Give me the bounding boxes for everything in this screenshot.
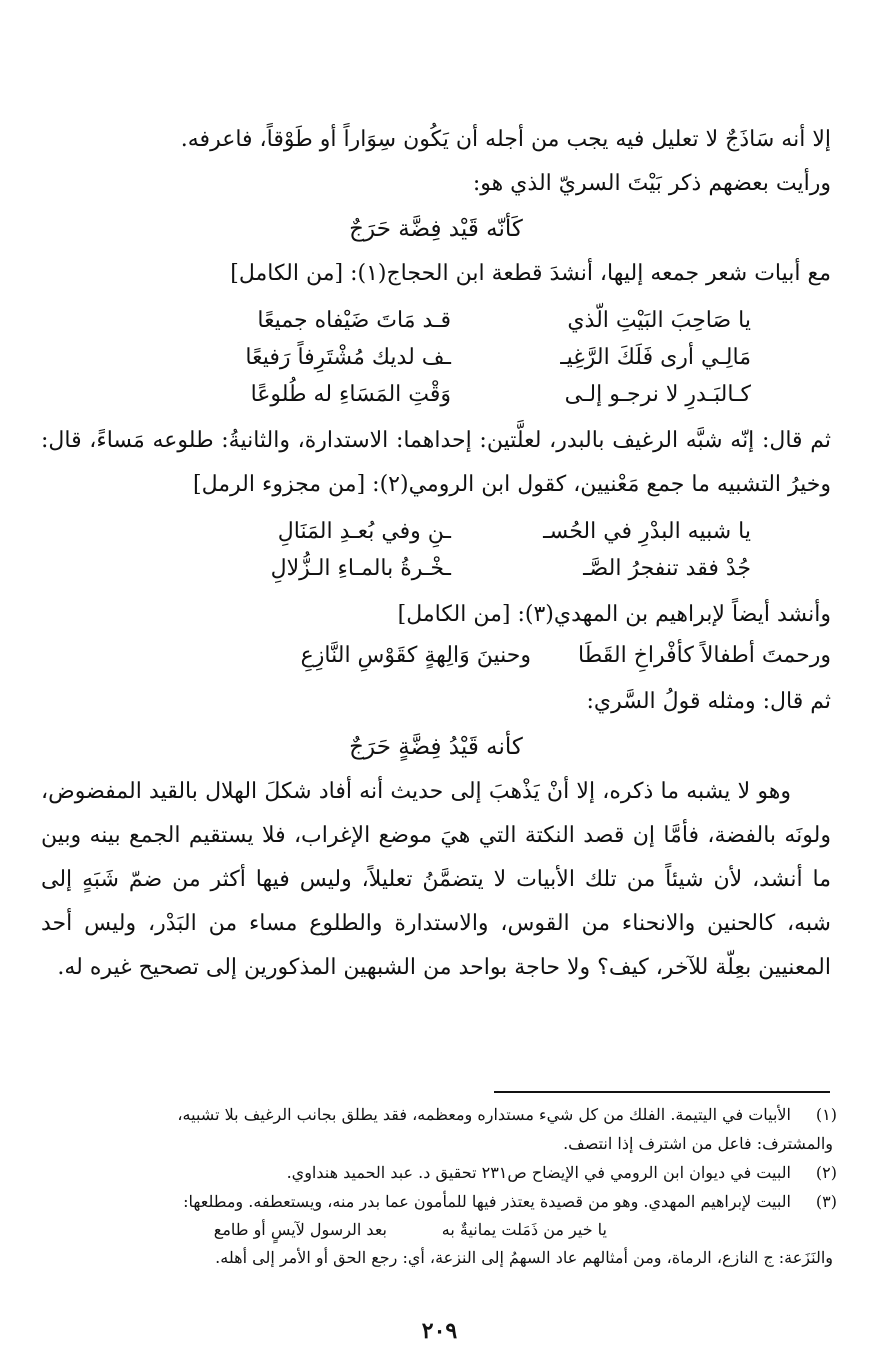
footnote-3-continuation: والنَزَعة: ج النازع، الرماة، ومن أمثالهم عاد السهمُ إلى النزعة، أي: رجع الحق أو الأمر إلى أهله. bbox=[215, 1248, 833, 1267]
verse-first-half: ورحمتَ أطفالاً كأفْراخِ القَطَا bbox=[578, 643, 831, 668]
paragraph-1: إلا أنه سَاذَجٌ لا تعليل فيه يجب من أجله أن يَكُون سِوَاراً أو طَوْقاً، فاعرفه. bbox=[180, 127, 831, 152]
verse bbox=[41, 637, 831, 674]
paragraph-6: ثم قال: ومثله قولُ السَّري: bbox=[586, 689, 831, 714]
footnote-text: البيت في ديوان ابن الرومي في الإيضاح ص٢٣١ تحقيق د. عبد الحميد هنداوي. bbox=[286, 1163, 791, 1182]
paragraph-7: وهو لا يشبه ما ذكره، إلا أنْ يَذْهبَ إلى حديث أنه أفاد شكلَ الهلال بالقيد المفضوض، ولونَه بالفضة، فأمَّا إن قصد النكتة التي هيَ موضع الإغراب، فلا يستقيم الجمع بينه وبين ما أنشد، لأن شيئاً من تلك الأبيات لا يتضمَّنُ تعليلاً، وليس فيها أكثر من ضمّ شَبَهٍ إلى شبه، كالحنين والانحناء من القوس، والاستدارة والطلوع مساء من البَدْر، وليس أحد المعنيين بعِلّة للآخر، كيف؟ ولا حاجة بواحد من الشبهين المذكورين إلى تصحيح غيره له. bbox=[41, 779, 831, 980]
page-number: ٢٠٩ bbox=[421, 1318, 458, 1344]
verse-first-half: يا شبيه البدْرِ في الحُسـ bbox=[543, 519, 751, 544]
verse bbox=[41, 376, 831, 413]
verse-second-half: ـخْـرةُ بالمـاءِ الـزُّلالِ bbox=[270, 556, 451, 581]
verse-second-half: ـنِ وفي بُعـدِ المَنَالِ bbox=[277, 519, 451, 544]
verse-first-half: يا خير من ذَمَلت يمانيةٌ به bbox=[441, 1220, 607, 1239]
verse-second-half: وَقْتِ المَسَاءِ له طُلوعًا bbox=[250, 382, 451, 407]
footnote-text: الأبيات في اليتيمة. الفلك من كل شيء مستداره ومعظمه، فقد يطلق بجانب الرغيف بلا تشبيه، bbox=[177, 1105, 791, 1124]
verse-first-half: يا صَاحِبَ البَيْتِ الّذي bbox=[567, 308, 751, 333]
verse bbox=[41, 513, 831, 550]
footnote-text: البيت لإبراهيم المهدي. وهو من قصيدة يعتذر فيها للمأمون عما بدر منه، ويستعطفه. ومطلعها: bbox=[183, 1192, 791, 1211]
verse bbox=[41, 339, 831, 376]
poem-ibn-al-hajjaj bbox=[41, 302, 831, 413]
footnote-3 bbox=[37, 1187, 837, 1216]
footnote-1 bbox=[37, 1100, 837, 1129]
footnote-2 bbox=[37, 1158, 837, 1187]
paragraph-4: ثم قال: إنّه شبَّه الرغيف بالبدر، لعلَّتين: إحداهما: الاستدارة، والثانيةُ: طلوعه مَساءً، قال: وخيرُ التشبيه ما جمع مَعْنيين، كقول ابن الرومي(٢): [من مجزوء الرمل] bbox=[41, 428, 831, 497]
paragraph-2: ورأيت بعضهم ذكر بَيْتَ السريّ الذي هو: bbox=[472, 171, 831, 196]
verse-second-half: بعد الرسول لآيسٍ أو طامع bbox=[213, 1220, 387, 1239]
paragraph-3: مع أبيات شعر جمعه إليها، أنشدَ قطعة ابن الحجاج(١): [من الكامل] bbox=[230, 261, 831, 286]
verse-second-half: ـف لديك مُشْتَرِفاً رَفيعًا bbox=[245, 345, 451, 370]
footnote-divider bbox=[494, 1091, 830, 1093]
footnote-3-verse bbox=[37, 1216, 837, 1243]
footnotes bbox=[37, 1100, 837, 1272]
verse-first-half: مَالِـي أرى فَلَكَ الرَّغِيـ bbox=[560, 345, 751, 370]
verse-second-half: وحنينَ وَالِهةٍ كقَوْسِ النَّازِعِ bbox=[300, 643, 531, 668]
quoted-hemistich-2: كأنه قَيْدُ فِضَّةٍ حَرَجٌ bbox=[349, 734, 523, 760]
main-text bbox=[41, 118, 831, 990]
footnote-number: (١) bbox=[815, 1105, 837, 1124]
verse bbox=[41, 550, 831, 587]
verse-second-half: قـد مَاتَ ضَيْفاه جميعًا bbox=[257, 308, 451, 333]
quoted-hemistich-1: كَأنّه قَيْد فِضَّة حَرَجٌ bbox=[349, 216, 523, 242]
poem-ibrahim-al-mahdi bbox=[41, 637, 831, 674]
footnote-number: (٣) bbox=[815, 1192, 837, 1211]
footnote-1-continuation: والمشترف: فاعل من اشترف إذا انتصف. bbox=[563, 1134, 833, 1153]
poem-ibn-al-rumi bbox=[41, 513, 831, 587]
footnote-number: (٢) bbox=[815, 1163, 837, 1182]
paragraph-5: وأنشد أيضاً لإبراهيم بن المهدي(٣): [من الكامل] bbox=[397, 602, 831, 627]
verse-first-half: جُدْ فقد تنفجرُ الصَّـ bbox=[583, 556, 751, 581]
verse-first-half: كـالبَـدرِ لا نرجـو إلـى bbox=[564, 382, 751, 407]
verse bbox=[41, 302, 831, 339]
